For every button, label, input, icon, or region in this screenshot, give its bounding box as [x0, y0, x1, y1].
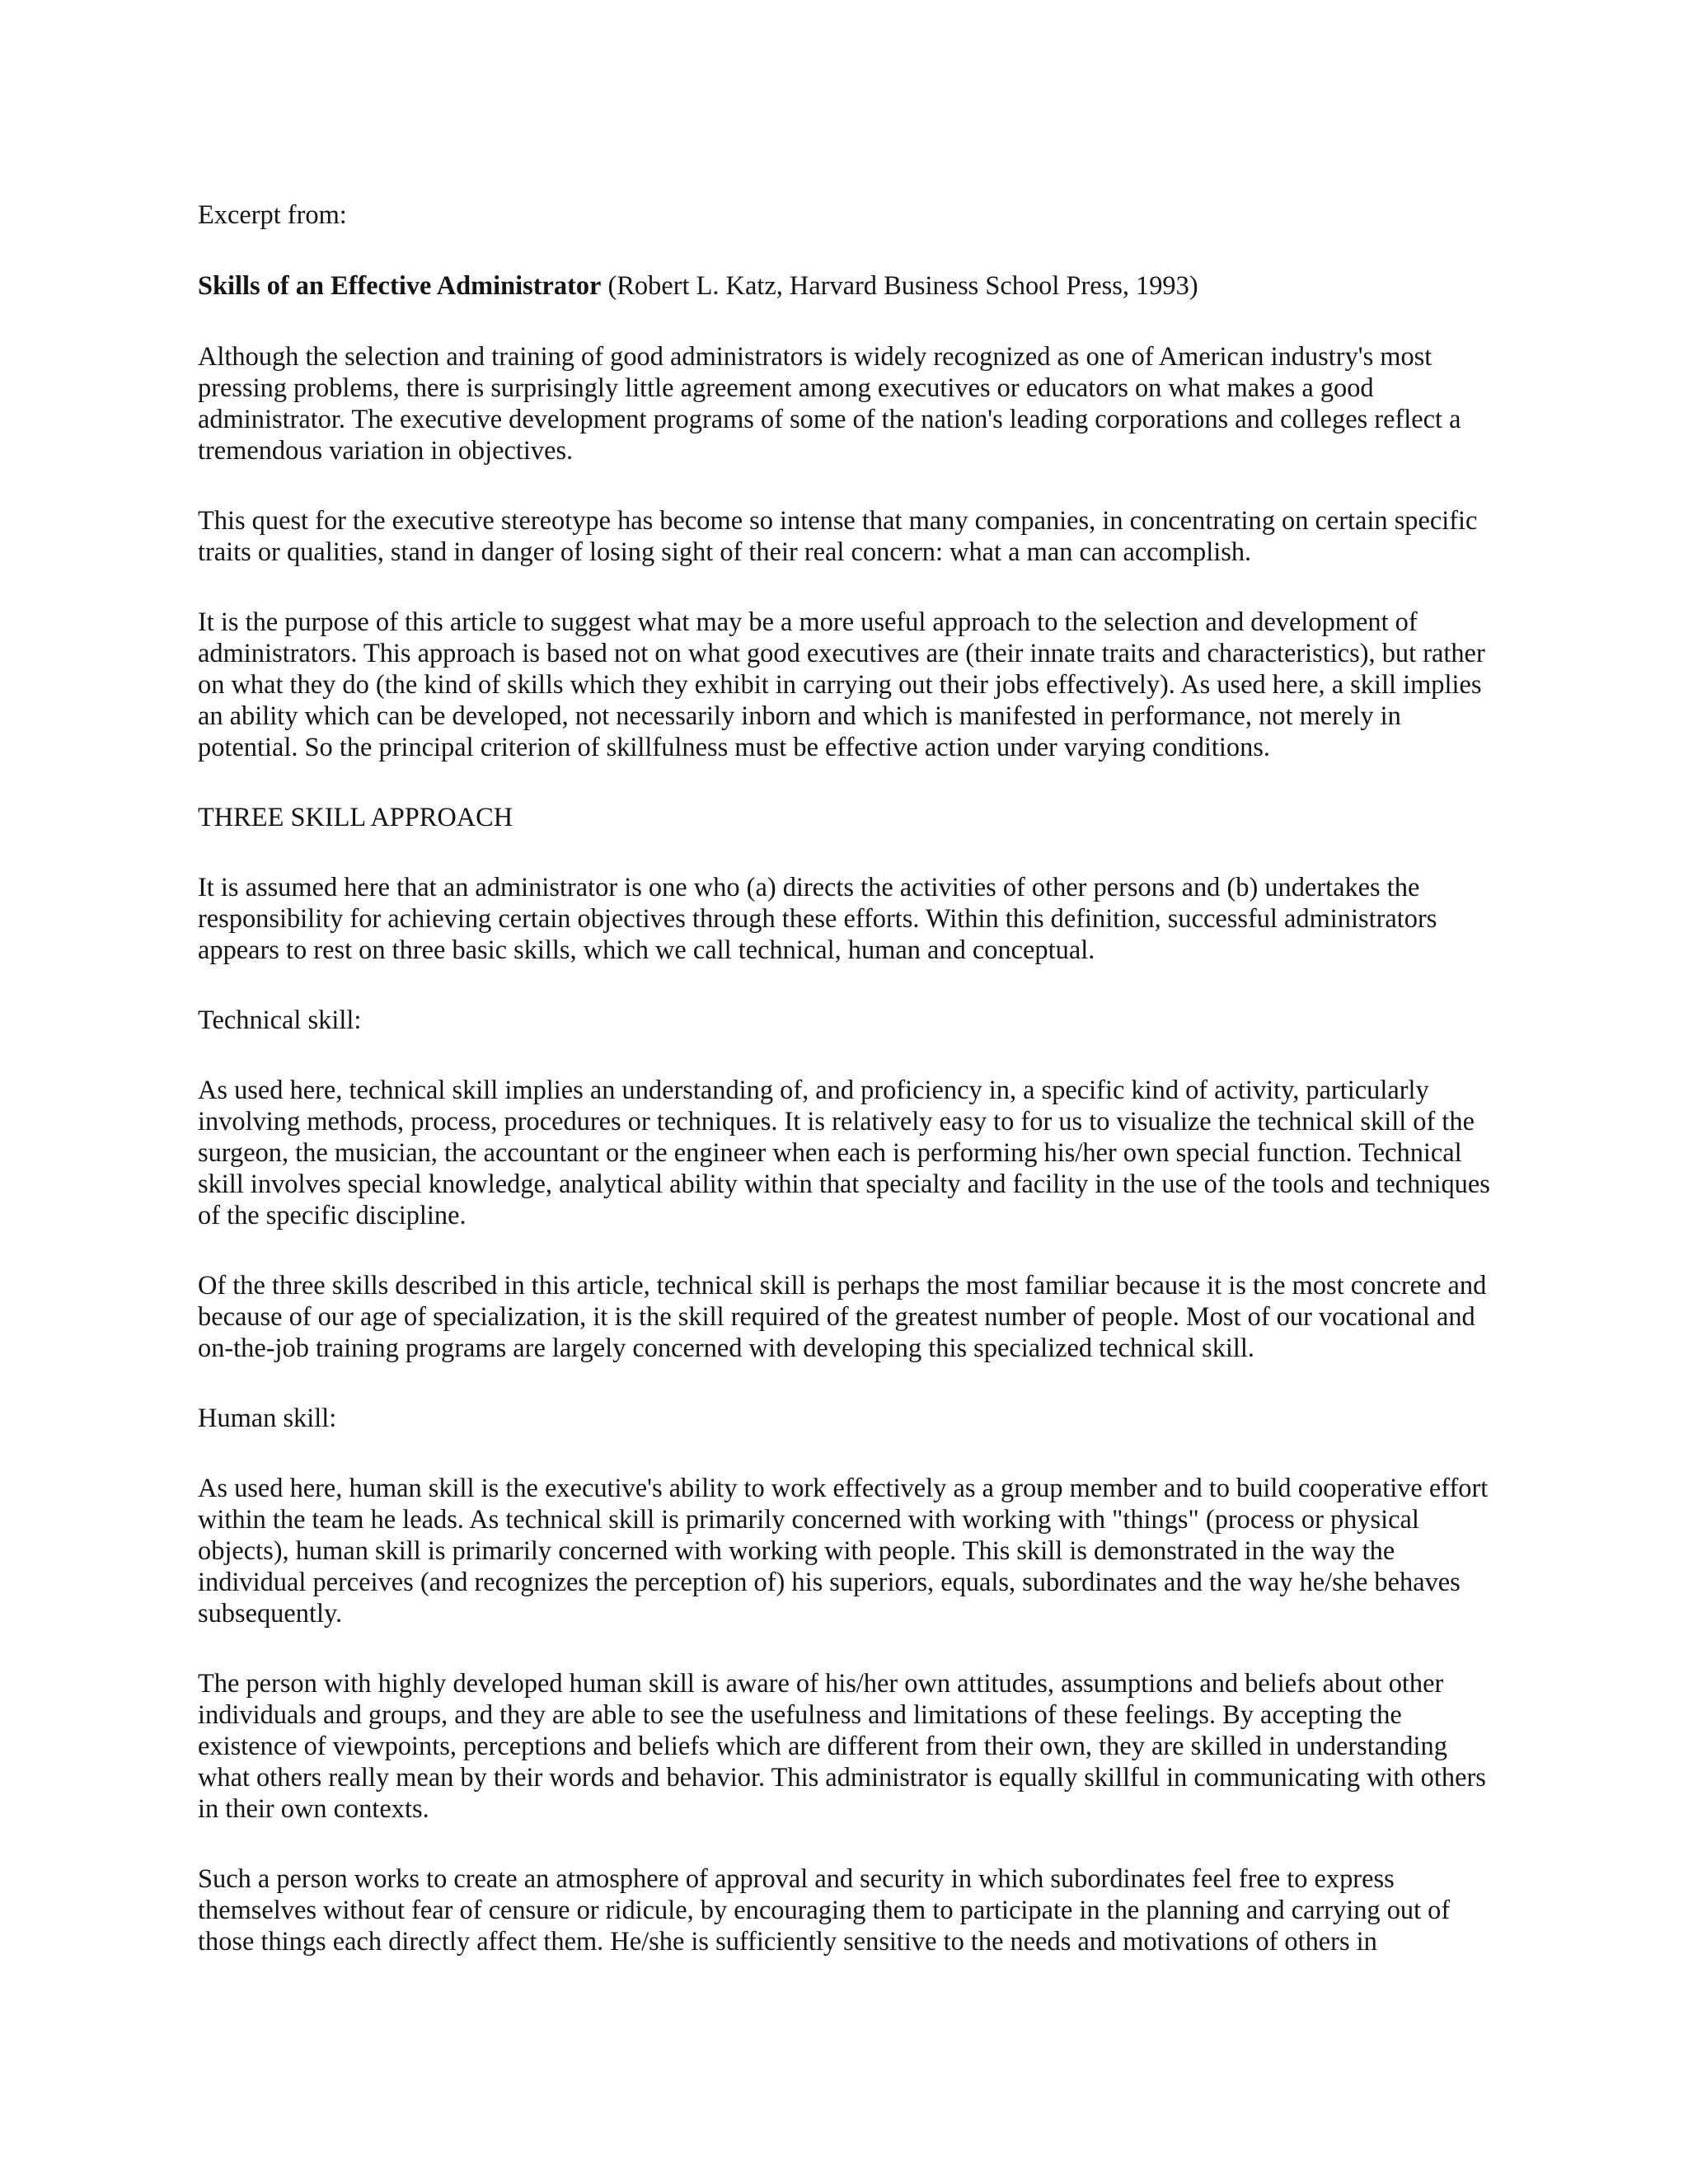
paragraph-5: As used here, technical skill implies an understanding of, and proficiency in, a specific kind of activity, particularly involving methods, process, procedures or techniques. It is relatively easy to for us to visualize the technical skill of the surgeon, the musician, the accountant or the engineer when each is performing his/her own special function. Technical skill involves special knowledge, analytical ability within that specialty and facility in the use of the tools and techniques of the specific discipline.	[198, 1076, 1490, 1230]
section-heading-three-skill: THREE SKILL APPROACH	[198, 803, 513, 832]
citation-title: Skills of an Effective Administrator	[198, 271, 602, 301]
paragraph-2: This quest for the executive stereotype has become so intense that many companies, in concentrating on certain specific traits or qualities, stand in danger of losing sight of their real concern: what a man can accomplish.	[198, 506, 1478, 567]
intro-label: Excerpt from:	[198, 200, 347, 230]
citation-source: (Robert L. Katz, Harvard Business School Press, 1993)	[601, 271, 1198, 301]
section-heading-technical: Technical skill:	[198, 1005, 362, 1035]
citation	[198, 270, 1492, 302]
paragraph-6: Of the three skills described in this article, technical skill is perhaps the most familiar because it is the most concrete and because of our age of specialization, it is the skill required of the greatest number of people. Most of our vocational and on-the-job training programs are largely concerned with developing this specialized technical skill.	[198, 1271, 1487, 1363]
paragraph-8: The person with highly developed human skill is aware of his/her own attitudes, assumptions and beliefs about other individuals and groups, and they are able to see the usefulness and limitations of these feelings. By accepting the existence of viewpoints, perceptions and beliefs which are different from their own, they are skilled in understanding what others really mean by their words and behavior. This administrator is equally skillful in communicating with others in their own contexts.	[198, 1669, 1486, 1824]
document-page	[198, 199, 1492, 1996]
paragraph-1: Although the selection and training of good administrators is widely recognized as one of American industry's most pressing problems, there is surprisingly little agreement among executives or educators on what makes a good administrator. The executive development programs of some of the nation's leading corporations and colleges reflect a tremendous variation in objectives.	[198, 342, 1461, 466]
paragraph-7: As used here, human skill is the executive's ability to work effectively as a group member and to build cooperative effort within the team he leads. As technical skill is primarily concerned with working with "things" (process or physical objects), human skill is primarily concerned with working with people. This skill is demonstrated in the way the individual perceives (and recognizes the perception of) his superiors, equals, subordinates and the way he/she behaves subsequently.	[198, 1474, 1489, 1629]
section-heading-human: Human skill:	[198, 1404, 337, 1433]
paragraph-3: It is the purpose of this article to suggest what may be a more useful approach to the selection and development of administrators. This approach is based not on what good executives are (their innate traits and characteristics), but rather on what they do (the kind of skills which they exhibit in carrying out their jobs effectively). As used here, a skill implies an ability which can be developed, not necessarily inborn and which is manifested in performance, not merely in potential. So the principal criterion of skillfulness must be effective action under varying conditions.	[198, 607, 1485, 762]
paragraph-9: Such a person works to create an atmosphere of approval and security in which subordinates feel free to express themselves without fear of censure or ridicule, by encouraging them to participate in the planning and carrying out of those things each directly affect them. He/she is sufficiently sensitive to the needs and motivations of others in	[198, 1864, 1451, 1957]
paragraph-4: It is assumed here that an administrator is one who (a) directs the activities of other persons and (b) undertakes the responsibility for achieving certain objectives through these efforts. Within this definition, successful administrators appears to rest on three basic skills, which we call technical, human and conceptual.	[198, 873, 1437, 965]
